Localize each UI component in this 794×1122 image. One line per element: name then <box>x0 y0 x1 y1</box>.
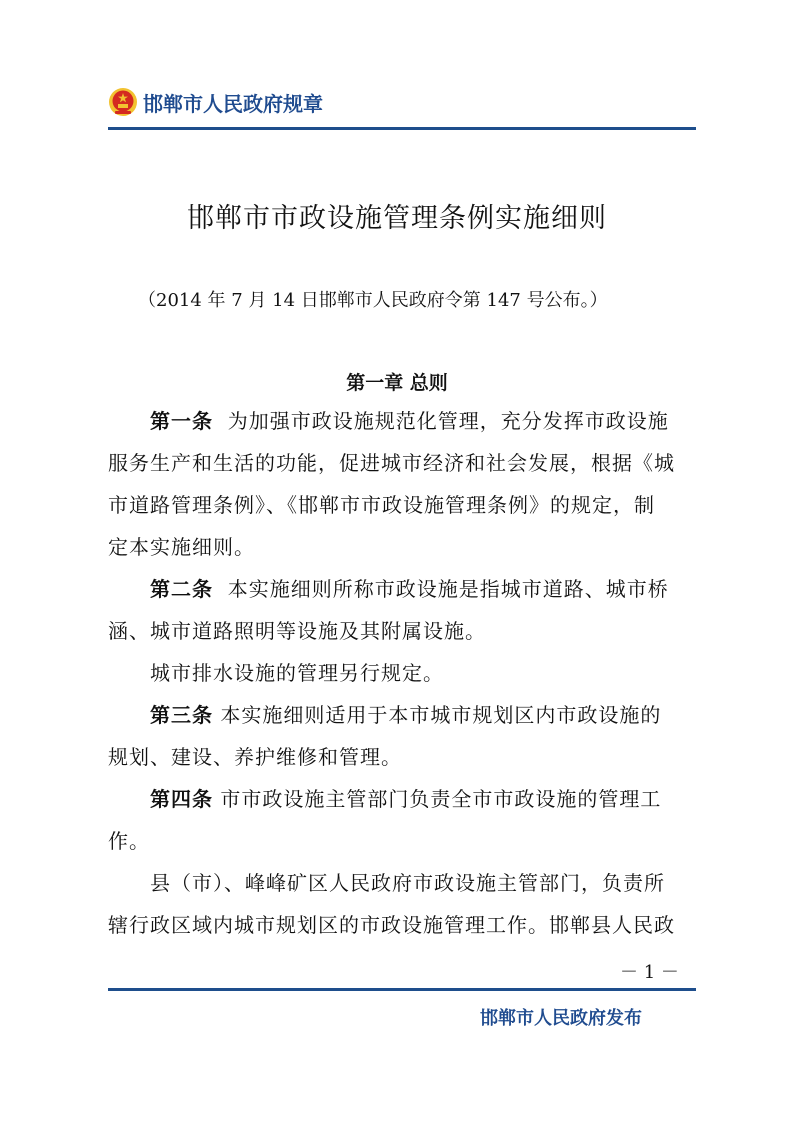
article-2: 第二条 本实施细则所称市政设施是指城市道路、城市桥 涵、城市道路照明等设施及其附属设施。 城市排水设施的管理另行规定。 <box>108 577 669 685</box>
header-rule <box>108 127 696 130</box>
article-label: 第三条 <box>150 703 213 727</box>
page-number: － 1 － <box>620 962 679 983</box>
article-label: 第二条 <box>150 577 213 601</box>
document-subtitle: （2014 年 7 月 14 日邯郸市人民政府令第 147 号公布。） <box>138 290 608 311</box>
footer-rule <box>108 988 696 991</box>
article-3: 第三条 本实施细则适用于本市城市规划区内市政设施的 规划、建设、养护维修和管理。 <box>108 703 662 769</box>
article-1: 第一条 为加强市政设施规范化管理，充分发挥市政设施 服务生产和生活的功能，促进城市经济和社会发展，根据《城 市道路管理条例》、《邯郸市市政设施管理条例》的规定，制 定本实施细则。 <box>108 409 675 559</box>
article-label: 第四条 <box>150 787 213 811</box>
article-4: 第四条 市市政设施主管部门负责全市市政设施的管理工 作。 县（市）、峰峰矿区人民政府市政设施主管部门，负责所 辖行政区域内城市规划区的市政设施管理工作。邯郸县人民政 <box>108 787 675 937</box>
footer-publisher: 邯郸市人民政府发布 <box>480 1008 642 1029</box>
article-label: 第一条 <box>150 409 213 433</box>
header-title: 邯郸市人民政府规章 <box>143 91 323 116</box>
header <box>108 86 323 118</box>
document-title: 邯郸市市政设施管理条例实施细则 <box>187 203 607 234</box>
national-emblem-icon <box>108 87 138 117</box>
chapter-heading: 第一章 总则 <box>346 372 448 394</box>
